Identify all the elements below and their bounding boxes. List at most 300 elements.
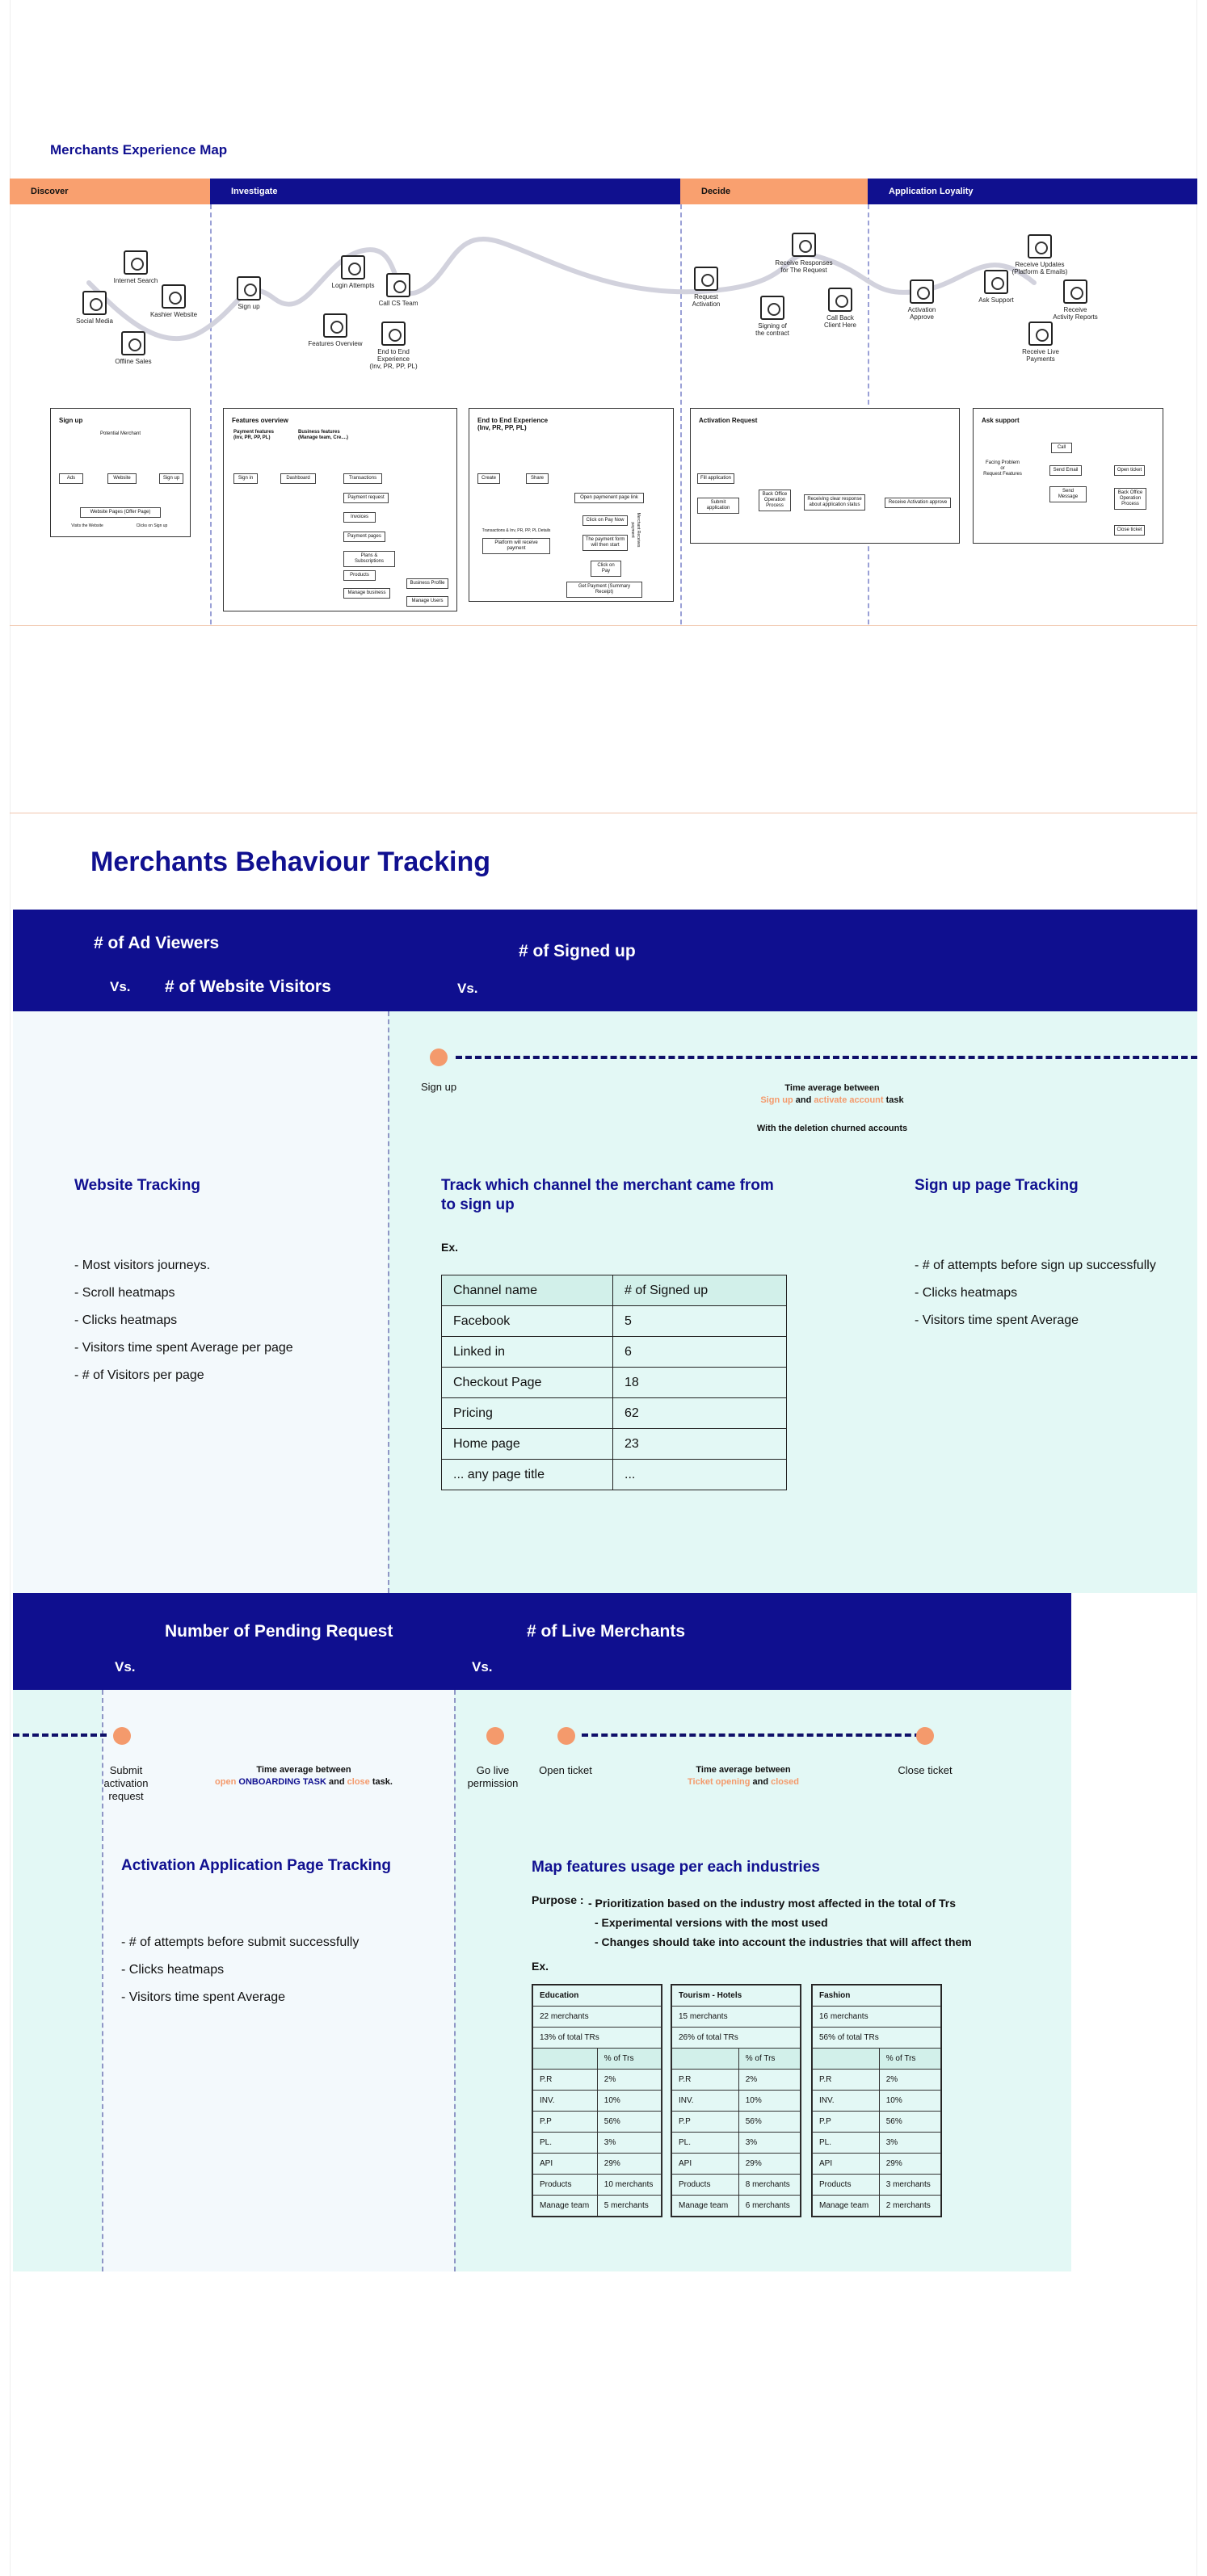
node-activation-approve xyxy=(902,279,942,321)
table-cell: 10% xyxy=(597,2091,661,2112)
flow-title: Activation Request xyxy=(699,417,758,424)
table-row xyxy=(533,2007,662,2028)
table-row xyxy=(442,1398,787,1429)
table-cell: Facebook xyxy=(442,1306,613,1337)
node-social-media xyxy=(74,291,115,325)
signup-timeline xyxy=(456,1056,1197,1059)
signed-up-label: # of Signed up xyxy=(519,942,636,960)
table-cell: P.P xyxy=(672,2112,739,2133)
table-row xyxy=(533,2133,662,2154)
contract-icon xyxy=(760,296,784,320)
table-row xyxy=(813,2007,941,2028)
list-item: - # of attempts before submit successfully xyxy=(121,1935,360,1949)
website-visitors-label: # of Website Visitors xyxy=(165,977,331,996)
time-average-detail xyxy=(711,1095,953,1107)
flow-step-persona: Potential Merchant xyxy=(98,430,143,439)
ad-viewers-label: # of Ad Viewers xyxy=(94,934,220,952)
industry-table-education xyxy=(532,1984,662,2217)
channel-ex-label: Ex. xyxy=(441,1241,459,1254)
node-label: Activation Approve xyxy=(907,306,936,321)
table-cell: 13% of total TRs xyxy=(533,2028,662,2049)
table-cell: P.R xyxy=(813,2070,880,2091)
table-cell: 2% xyxy=(738,2070,800,2091)
table-cell: P.P xyxy=(533,2112,598,2133)
table-cell: INV. xyxy=(533,2091,598,2112)
table-row xyxy=(533,2175,662,2196)
features-usage-title: Map features usage per each industries xyxy=(532,1859,820,1876)
table-header-cell: % of Trs xyxy=(879,2049,940,2070)
flow-step: Open ticket xyxy=(1114,465,1145,476)
flow-support xyxy=(973,408,1163,544)
table-cell: Manage team xyxy=(813,2196,880,2217)
table-row xyxy=(533,2091,662,2112)
flow-step: Manage Users xyxy=(406,596,448,607)
flow-step: Transactions xyxy=(343,473,382,484)
table-row xyxy=(813,2154,941,2175)
table-row xyxy=(442,1368,787,1398)
list-item: - Clicks heatmaps xyxy=(121,1963,225,1977)
flow-step: Submit application xyxy=(697,498,739,514)
time-average-and: and xyxy=(795,1095,812,1105)
flow-step: Receiving clear response about application status xyxy=(804,494,865,511)
table-cell: 10 merchants xyxy=(597,2175,661,2196)
table-row xyxy=(672,2091,801,2112)
flow-step: Open paymenent page link xyxy=(574,493,644,503)
table-cell: 56% xyxy=(738,2112,800,2133)
row1-divider xyxy=(388,1011,389,1593)
table-header-cell: % of Trs xyxy=(597,2049,661,2070)
activation-tracking-list xyxy=(121,1929,359,2011)
table-header-cell: % of Trs xyxy=(738,2049,800,2070)
table-row xyxy=(533,1986,662,2007)
node-label: Receive Live Payments xyxy=(1022,348,1059,363)
node-receive-reports xyxy=(1049,279,1102,321)
table-row xyxy=(672,2112,801,2133)
table-cell: 3% xyxy=(879,2133,940,2154)
bank-icon xyxy=(828,288,852,312)
golive-label: Go live permission xyxy=(467,1764,519,1789)
table-cell: API xyxy=(672,2154,739,2175)
node-receive-live-payments xyxy=(1015,321,1066,363)
golive-dot xyxy=(486,1727,504,1745)
flow-step: Payment request xyxy=(343,493,389,503)
table-row xyxy=(813,2091,941,2112)
table-row xyxy=(442,1306,787,1337)
node-signing-contract xyxy=(750,296,795,337)
flow-step: Close ticket xyxy=(1114,525,1145,536)
table-row xyxy=(813,2070,941,2091)
channel-table xyxy=(441,1275,787,1490)
table-row xyxy=(672,2133,801,2154)
table-cell: 15 merchants xyxy=(672,2007,801,2028)
list-item: - Changes should take into account the industries that will affect them xyxy=(595,1935,972,1948)
ticket-timeline xyxy=(582,1733,921,1737)
node-end-to-end xyxy=(364,321,423,370)
table-row xyxy=(442,1429,787,1460)
vs-label: Vs. xyxy=(457,981,478,996)
list-item: - # of attempts before sign up successfully xyxy=(915,1259,1156,1272)
table-cell xyxy=(672,2049,739,2070)
flow-step: Sign up xyxy=(159,473,183,484)
node-label: Sign up xyxy=(238,303,260,310)
table-row xyxy=(813,2112,941,2133)
activation-tracking-title: Activation Application Page Tracking xyxy=(121,1857,391,1874)
table-cell: 6 xyxy=(613,1337,787,1368)
reports-icon xyxy=(1063,279,1087,304)
phone-icon xyxy=(386,273,410,297)
flow-activation xyxy=(690,408,960,544)
table-cell: 10% xyxy=(738,2091,800,2112)
ticket-time-average xyxy=(638,1764,848,1788)
table-cell: PL. xyxy=(813,2133,880,2154)
table-cell: P.R xyxy=(533,2070,598,2091)
flow-step: Ads xyxy=(59,473,83,484)
flow-step: Manage business xyxy=(343,588,390,599)
flow-step: Send Email xyxy=(1049,465,1082,476)
node-call-back xyxy=(818,288,863,329)
table-row xyxy=(672,2196,801,2217)
table-cell: 3% xyxy=(597,2133,661,2154)
table-cell: 22 merchants xyxy=(533,2007,662,2028)
store-icon xyxy=(121,331,145,355)
flow-step: Invoices xyxy=(343,512,376,523)
time-average-title: Time average between xyxy=(256,1765,351,1775)
table-cell: Manage team xyxy=(533,2196,598,2217)
table-cell: API xyxy=(533,2154,598,2175)
list-item: - Experimental versions with the most used xyxy=(595,1916,828,1929)
node-label: Receive Activity Reports xyxy=(1053,306,1098,321)
live-merchants-label: # of Live Merchants xyxy=(527,1622,686,1641)
node-label: Signing of the contract xyxy=(755,322,789,337)
submit-dot xyxy=(113,1727,131,1745)
table-row xyxy=(672,2154,801,2175)
table-cell: Education xyxy=(533,1986,662,2007)
signup-dot xyxy=(430,1048,448,1066)
node-label: Receive Responses for The Request xyxy=(775,259,833,274)
time-average-and: and xyxy=(329,1777,345,1787)
table-cell: Manage team xyxy=(672,2196,739,2217)
table-cell: 56% of total TRs xyxy=(813,2028,941,2049)
flow-label: Platform will receive payment xyxy=(482,538,550,554)
website-tracking-list xyxy=(74,1252,293,1389)
table-cell: ... xyxy=(613,1460,787,1490)
open-ticket-label: Open ticket xyxy=(539,1764,592,1776)
flow-features xyxy=(223,408,457,611)
vs-label: Vs. xyxy=(472,1659,493,1675)
table-cell: 6 merchants xyxy=(738,2196,800,2217)
flow-persona: Facing Problem or Request Features xyxy=(980,459,1025,479)
time-average-open: open xyxy=(215,1777,237,1787)
time-average-and: and xyxy=(752,1777,769,1787)
table-cell: Checkout Page xyxy=(442,1368,613,1398)
table-cell: 29% xyxy=(738,2154,800,2175)
flow-step: Back Office Operation Process xyxy=(759,490,791,511)
table-cell: 56% xyxy=(597,2112,661,2133)
table-row xyxy=(813,2028,941,2049)
flow-step: Back Office Operation Process xyxy=(1114,488,1146,510)
node-label: Receive Updates (Platform & Emails) xyxy=(1011,261,1068,275)
node-label: Ask Support xyxy=(978,296,1014,304)
node-receive-updates xyxy=(1010,234,1070,275)
node-label: Call CS Team xyxy=(378,300,418,307)
flow-step: Sign in xyxy=(233,473,258,484)
activation-left-strip xyxy=(13,1690,102,2271)
table-row xyxy=(533,2028,662,2049)
table-cell: INV. xyxy=(672,2091,739,2112)
table-cell: 2% xyxy=(597,2070,661,2091)
flow-step: Products xyxy=(343,570,376,581)
table-row xyxy=(672,1986,801,2007)
flow-step: Fill application xyxy=(697,473,734,484)
table-cell: Products xyxy=(533,2175,598,2196)
phase-application-loyality: Application Loyality xyxy=(868,179,1197,204)
flow-step: Call xyxy=(1051,443,1072,453)
list-item: - # of Visitors per page xyxy=(74,1368,204,1382)
table-header-row xyxy=(533,2049,662,2070)
flow-step: Create xyxy=(477,473,500,484)
table-cell: Fashion xyxy=(813,1986,941,2007)
purpose-label: Purpose : xyxy=(532,1893,584,1906)
flow-step: Website xyxy=(107,473,137,484)
table-cell: 18 xyxy=(613,1368,787,1398)
phase-decide: Decide xyxy=(680,179,868,204)
time-average-task: ONBOARDING TASK xyxy=(238,1777,326,1787)
exchange-icon xyxy=(381,321,406,346)
table-row xyxy=(533,2154,662,2175)
time-average-detail xyxy=(183,1776,425,1788)
table-cell: API xyxy=(813,2154,880,2175)
table-cell: 5 xyxy=(613,1306,787,1337)
table-row xyxy=(533,2112,662,2133)
flow-step: Dashboard xyxy=(280,473,316,484)
node-label: Kashier Website xyxy=(149,311,198,318)
flow-step: Click on Pay Now xyxy=(582,515,628,526)
time-average-tail: task. xyxy=(372,1777,393,1787)
table-cell: Products xyxy=(672,2175,739,2196)
flow-step: Share xyxy=(526,473,549,484)
time-average-close: close xyxy=(347,1777,370,1787)
flow-step: Receive Activation approve xyxy=(885,498,951,508)
list-item: - Most visitors journeys. xyxy=(74,1259,211,1272)
close-ticket-label: Close ticket xyxy=(898,1764,953,1776)
table-cell: Home page xyxy=(442,1429,613,1460)
table-cell: INV. xyxy=(813,2091,880,2112)
table-cell: ... any page title xyxy=(442,1460,613,1490)
node-sign-up xyxy=(229,276,268,310)
flow-step: Send Message xyxy=(1049,486,1087,502)
vs-label: Vs. xyxy=(115,1659,136,1675)
table-cell: 2% xyxy=(879,2070,940,2091)
table-row xyxy=(813,2196,941,2217)
time-average-opening: Ticket opening xyxy=(688,1777,751,1787)
flow-step: Get Payment (Summary Receipt) xyxy=(566,582,642,598)
node-request-activation xyxy=(680,267,732,308)
table-header-cell: # of Signed up xyxy=(613,1275,787,1306)
table-cell: 62 xyxy=(613,1398,787,1429)
updates-icon xyxy=(1028,234,1052,258)
table-header-row xyxy=(813,2049,941,2070)
signup-tracking-list xyxy=(915,1252,1156,1334)
table-row xyxy=(672,2070,801,2091)
table-cell: Linked in xyxy=(442,1337,613,1368)
table-row xyxy=(672,2175,801,2196)
experience-map-title: Merchants Experience Map xyxy=(50,142,228,158)
table-row xyxy=(442,1337,787,1368)
pending-request-label: Number of Pending Request xyxy=(165,1622,393,1641)
table-cell: 8 merchants xyxy=(738,2175,800,2196)
time-average-a: Sign up xyxy=(760,1095,793,1105)
industry-table-tourism xyxy=(671,1984,801,2217)
list-item: - Clicks heatmaps xyxy=(915,1286,1018,1300)
check-icon xyxy=(910,279,934,304)
flow-sub-business: Business features (Manage team, Cre....) xyxy=(296,428,369,443)
table-cell: 2 merchants xyxy=(879,2196,940,2217)
table-row xyxy=(672,2007,801,2028)
node-call-cs-team xyxy=(378,273,418,307)
flow-step: Payment pages xyxy=(343,532,385,542)
table-row xyxy=(813,1986,941,2007)
table-cell: 3 merchants xyxy=(879,2175,940,2196)
table-cell xyxy=(813,2049,880,2070)
list-item: - Clicks heatmaps xyxy=(74,1313,178,1327)
node-kashier-website xyxy=(149,284,199,318)
table-row xyxy=(533,2196,662,2217)
node-features-overview xyxy=(307,313,364,347)
table-cell: PL. xyxy=(533,2133,598,2154)
flow-step: Plans & Subscriptions xyxy=(343,551,395,567)
list-item: - Visitors time spent Average per page xyxy=(74,1341,293,1355)
signup-time-average xyxy=(711,1082,953,1107)
flow-signup xyxy=(50,408,191,537)
row2-divider-2 xyxy=(454,1690,456,2271)
features-icon xyxy=(323,313,347,338)
activation-timeline-left xyxy=(13,1733,107,1737)
flow-label: Transactions & Inv, PR, PP, PL Details xyxy=(474,527,558,536)
flow-title: Features overview xyxy=(232,417,288,424)
tracking-title: Merchants Behaviour Tracking xyxy=(90,847,491,877)
table-header-row xyxy=(672,2049,801,2070)
table-row xyxy=(672,2028,801,2049)
table-cell: 10% xyxy=(879,2091,940,2112)
node-label: Request Activation xyxy=(692,293,721,308)
table-cell: 29% xyxy=(879,2154,940,2175)
node-label: Social Media xyxy=(76,317,113,325)
flow-step: Click on Pay xyxy=(591,561,621,577)
phase-investigate: Investigate xyxy=(210,179,680,204)
time-average-closed: closed xyxy=(771,1777,799,1787)
time-average-title: Time average between xyxy=(784,1083,880,1093)
node-label: Call Back Client Here xyxy=(823,314,856,329)
flow-end-to-end xyxy=(469,408,674,602)
list-item: - Visitors time spent Average xyxy=(121,1990,286,2004)
deletion-note: With the deletion churned accounts xyxy=(756,1124,908,1133)
table-cell: 3% xyxy=(738,2133,800,2154)
node-receive-responses xyxy=(774,233,834,274)
table-row xyxy=(813,2133,941,2154)
node-offline-sales xyxy=(111,331,155,365)
flow-title: Ask support xyxy=(982,417,1020,424)
submit-label: Submit activation request xyxy=(103,1764,149,1802)
search-icon xyxy=(124,250,148,275)
table-cell: PL. xyxy=(672,2133,739,2154)
request-icon xyxy=(694,267,718,291)
signup-tracking-title: Sign up page Tracking xyxy=(915,1177,1079,1194)
industry-table-fashion xyxy=(811,1984,942,2217)
table-cell: Pricing xyxy=(442,1398,613,1429)
list-item: - Prioritization based on the industry most affected in the total of Trs xyxy=(588,1897,957,1910)
time-average-tail: task xyxy=(885,1095,904,1105)
flow-title: End to End Experience (Inv, PR, PP, PL) xyxy=(477,417,549,431)
payments-icon xyxy=(1028,321,1053,346)
flow-step: The payment form will then start xyxy=(582,535,628,551)
time-average-b: activate account xyxy=(814,1095,884,1105)
node-label: Offline Sales xyxy=(115,358,152,365)
table-row xyxy=(813,2175,941,2196)
features-ex-label: Ex. xyxy=(532,1960,549,1973)
list-item: - Scroll heatmaps xyxy=(74,1286,175,1300)
row2-header-bar xyxy=(13,1593,1071,1690)
table-cell: Products xyxy=(813,2175,880,2196)
node-label: Internet Search xyxy=(113,277,158,284)
channel-tracking-title: Track which channel the merchant came from to sign up xyxy=(441,1177,774,1213)
flow-step: Business Profile xyxy=(406,578,448,589)
onboarding-time-average xyxy=(183,1764,425,1788)
experience-map-bottom-line xyxy=(10,625,1197,626)
social-media-icon xyxy=(82,291,107,315)
purpose-list xyxy=(588,1893,972,1952)
table-cell: 5 merchants xyxy=(597,2196,661,2217)
flow-side-note: Merchant Receives payment xyxy=(628,506,642,554)
login-icon xyxy=(341,255,365,279)
sign-up-icon xyxy=(237,276,261,300)
flow-persona-2: Visits the Website xyxy=(59,522,116,531)
table-cell: 29% xyxy=(597,2154,661,2175)
time-average-detail xyxy=(638,1776,848,1788)
table-row xyxy=(442,1460,787,1490)
signup-dot-label: Sign up xyxy=(420,1081,457,1093)
table-header-row xyxy=(442,1275,787,1306)
node-label: Login Attempts xyxy=(331,282,375,289)
table-cell: 26% of total TRs xyxy=(672,2028,801,2049)
flow-title: Sign up xyxy=(59,417,83,424)
table-cell xyxy=(533,2049,598,2070)
table-header-cell: Channel name xyxy=(442,1275,613,1306)
support-icon xyxy=(984,270,1008,294)
table-cell: P.R xyxy=(672,2070,739,2091)
table-cell: Tourism - Hotels xyxy=(672,1986,801,2007)
website-tracking-title: Website Tracking xyxy=(74,1177,200,1194)
inbox-icon xyxy=(792,233,816,257)
vs-label: Vs. xyxy=(110,979,131,994)
node-login-attempts xyxy=(330,255,376,289)
phase-discover: Discover xyxy=(10,179,210,204)
flow-note: Website Pages (Offer Page) xyxy=(80,507,161,518)
flow-sub-payment: Payment features (Inv, PR, PP, PL) xyxy=(232,428,288,443)
website-icon xyxy=(162,284,186,309)
table-cell: 23 xyxy=(613,1429,787,1460)
table-cell: P.P xyxy=(813,2112,880,2133)
table-cell: 16 merchants xyxy=(813,2007,941,2028)
node-label: End to End Experience (Inv, PR, PP, PL) xyxy=(369,348,418,370)
table-cell: 56% xyxy=(879,2112,940,2133)
flow-persona-3: Clicks on Sign up xyxy=(124,522,180,531)
node-internet-search xyxy=(113,250,158,284)
table-row xyxy=(533,2070,662,2091)
node-label: Features Overview xyxy=(308,340,363,347)
list-item: - Visitors time spent Average xyxy=(915,1313,1079,1327)
time-average-title: Time average between xyxy=(696,1765,791,1775)
close-ticket-dot xyxy=(916,1727,934,1745)
